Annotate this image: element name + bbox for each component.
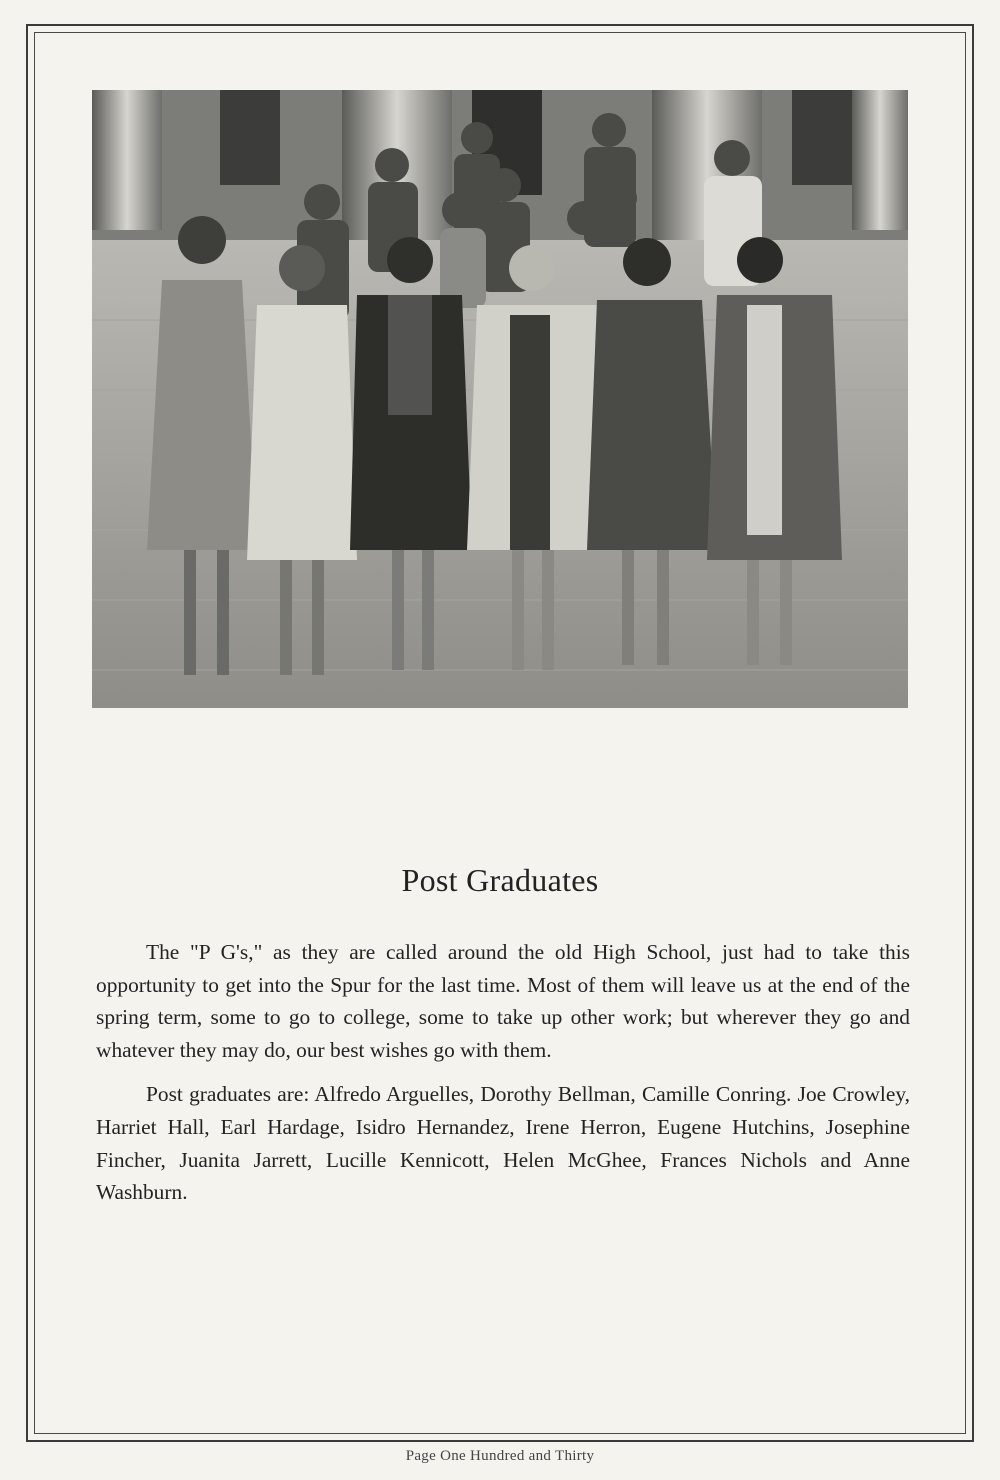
group-photo-image <box>92 90 908 708</box>
article-paragraph-names: Post graduates are: Alfredo Arguelles, Dorothy Bellman, Camille Conring. Joe Crowley, Harriet Hall, Earl Hardage, Isidro Hernandez, Irene Herron, Eugene Hutchins, Josephine Fincher, Juanita Jarrett, Lucille Kennicott, Helen McGhee, Frances Nichols and Anne Washburn. <box>96 1082 910 1205</box>
article-title: Post Graduates <box>401 862 599 898</box>
group-photo <box>92 90 908 708</box>
article-body <box>96 936 910 1221</box>
page-number: Page One Hundred and Thirty <box>405 1448 595 1464</box>
article-paragraph-intro: The "P G's," as they are called around the old High School, just had to take this opportunity to get into the Spur for the last time. Most of them will leave us at the end of the spring term, some to go to college, some to take up other work; but wherever they go and whatever they may do, our best wishes go with them. <box>96 940 910 1062</box>
